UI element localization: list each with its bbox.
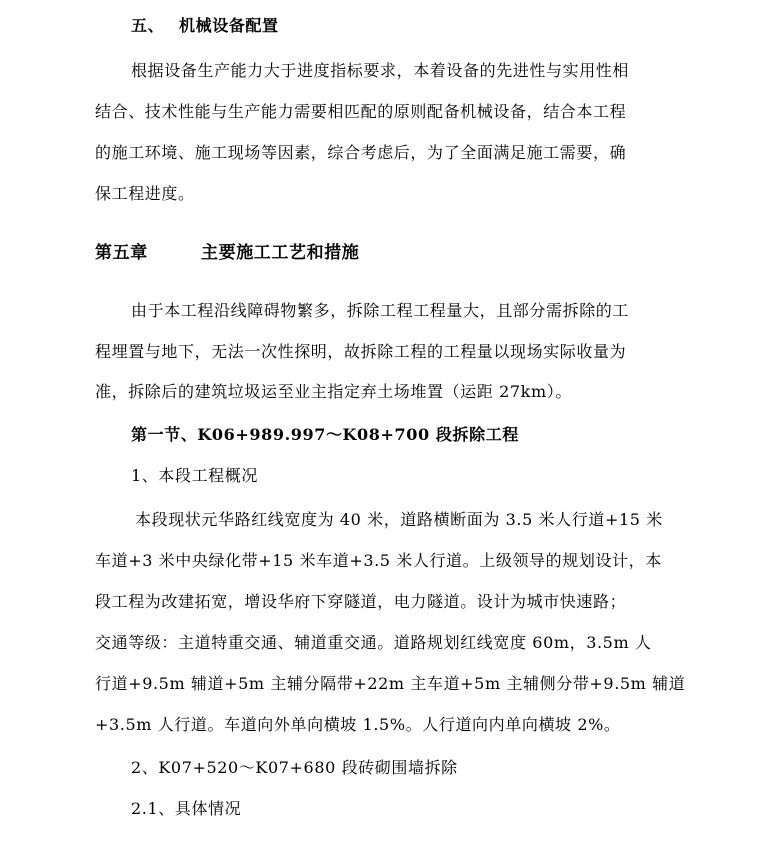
paragraph-line: 根据设备生产能力大于进度指标要求，本着设备的先进性与实用性相 xyxy=(131,61,630,80)
chapter-number: 第五章 xyxy=(95,243,148,263)
paragraph-line: 本段现状元华路红线宽度为 40 米，道路横断面为 3.5 米人行道+15 米 xyxy=(135,510,663,529)
section-title: 机械设备配置 xyxy=(179,16,279,35)
paragraph-line: 的施工环境、施工现场等因素，综合考虑后，为了全面满足施工需要，确 xyxy=(95,143,627,162)
paragraph-line: 行道+9.5m 辅道+5m 主辅分隔带+22m 主车道+5m 主辅侧分带+9.5m 辅道 xyxy=(95,674,686,693)
chapter-heading xyxy=(95,243,695,263)
paragraph-line: 交通等级：主道特重交通、辅道重交通。道路规划红线宽度 60m，3.5m 人 xyxy=(95,633,652,652)
subsection-title: 1、本段工程概况 xyxy=(131,466,258,485)
paragraph-line: 车道+3 米中央绿化带+15 米车道+3.5 米人行道。上级领导的规划设计，本 xyxy=(95,551,662,570)
subsection-title: 2.1、具体情况 xyxy=(131,799,242,818)
paragraph-line: 段工程为改建拓宽，增设华府下穿隧道，电力隧道。设计为城市快速路； xyxy=(95,592,627,611)
section-number: 五、 xyxy=(131,16,165,35)
paragraph-line: +3.5m 人行道。车道向外单向横坡 1.5%。人行道向内单向横坡 2%。 xyxy=(95,715,621,734)
paragraph-line: 保工程进度。 xyxy=(95,184,195,203)
paragraph-line: 程埋置与地下，无法一次性探明，故拆除工程的工程量以现场实际收量为 xyxy=(95,342,627,361)
paragraph-line: 由于本工程沿线障碍物繁多，拆除工程工程量大，且部分需拆除的工 xyxy=(131,301,630,320)
paragraph-line: 准，拆除后的建筑垃圾运至业主指定弃土场堆置（运距 27km）。 xyxy=(95,382,572,401)
chapter-title: 主要施工工艺和措施 xyxy=(201,243,360,263)
subsection-title: 2、K07+520～K07+680 段砖砌围墙拆除 xyxy=(131,758,458,777)
paragraph-line: 结合、技术性能与生产能力需要相匹配的原则配备机械设备，结合本工程 xyxy=(95,102,627,121)
section-heading xyxy=(131,16,695,36)
section-title: 第一节、K06+989.997～K08+700 段拆除工程 xyxy=(131,425,519,444)
